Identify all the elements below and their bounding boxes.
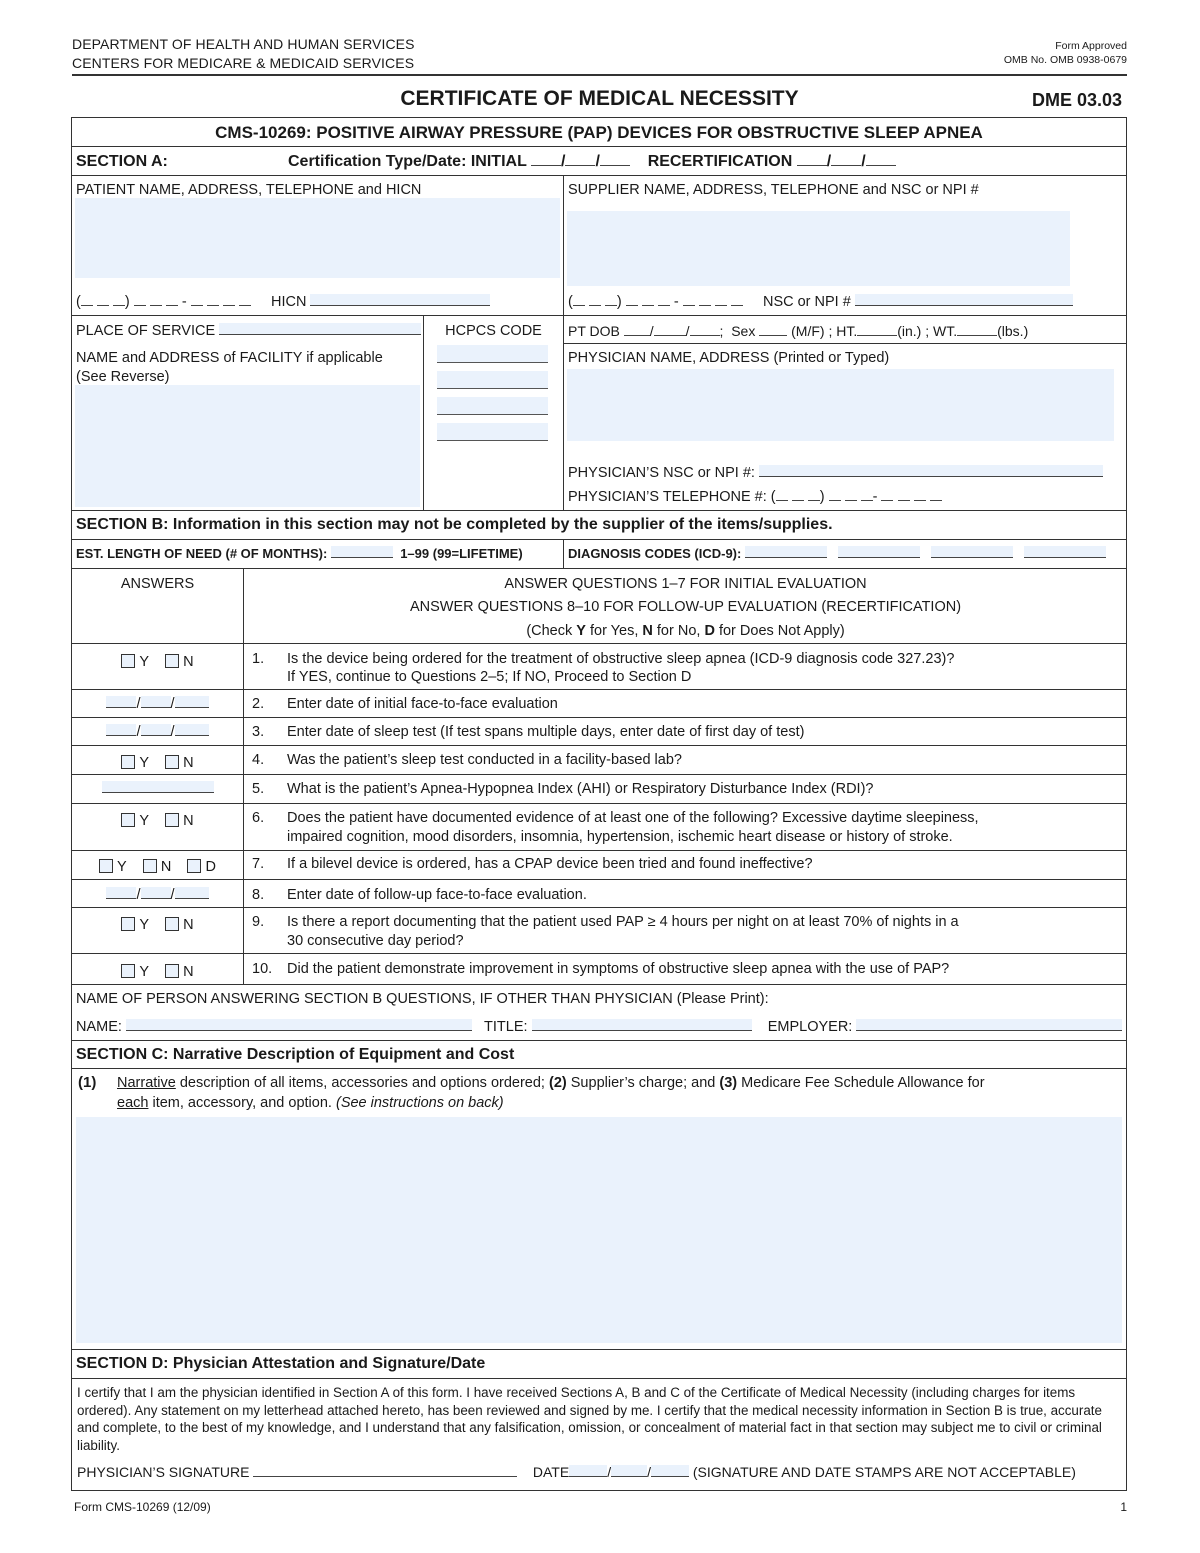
q7-yes-checkbox[interactable] — [99, 859, 113, 873]
form-id: Form CMS-10269 (12/09) — [74, 1500, 211, 1514]
q3-day-field[interactable] — [141, 724, 171, 736]
sex-label: Sex — [731, 323, 756, 339]
attestation-text: I certify that I am the physician identified in Section A of this form. I have received Sections A, B and C of the Certificate of Medical Necessity (including charges for items ordered). Any statement on my letterhead attached hereto, has been reviewed and signed by me. I certify that the medical necessity information in Section B is true, accurate and complete, to the best of my knowledge, and I understand that any falsification, omission, or concealment of material fact in that section may subject me to civil or criminal liability. — [77, 1385, 1102, 1453]
physician-phone-digit[interactable] — [776, 489, 788, 501]
item-3-marker: (3) — [719, 1075, 738, 1091]
physician-phone-digit[interactable] — [930, 489, 942, 501]
rule — [423, 315, 424, 510]
d-label: D — [205, 859, 216, 875]
q2-number: 2. — [252, 696, 265, 712]
supplier-phone-digit[interactable] — [573, 294, 585, 306]
length-of-need-label: EST. LENGTH OF NEED (# OF MONTHS): — [76, 546, 328, 561]
instr-text: for Does Not Apply) — [714, 623, 845, 639]
initial-year-field[interactable] — [600, 154, 630, 166]
q4-text: Was the patient’s sleep test conducted in a facility-based lab? — [287, 752, 682, 768]
q6-answer — [72, 812, 243, 830]
patient-info-field[interactable] — [75, 198, 560, 278]
section-c-instructions — [117, 1074, 985, 1092]
physician-name-label: PHYSICIAN NAME, ADDRESS (Printed or Typed) — [568, 350, 890, 366]
q8-answer: / / — [72, 886, 243, 904]
rule — [563, 539, 564, 568]
q3-number: 3. — [252, 724, 265, 740]
supplier-phone-digit[interactable] — [731, 294, 743, 306]
signature-month-field[interactable] — [569, 1465, 607, 1477]
rule — [71, 803, 1127, 804]
section-d-label: SECTION D: Physician Attestation and Signature/Date — [76, 1355, 486, 1372]
signature-label: PHYSICIAN’S SIGNATURE — [77, 1464, 250, 1480]
q7-text: If a bilevel device is ordered, has a CPAP device been tried and found ineffective? — [287, 856, 813, 872]
yes-label: Y — [139, 654, 150, 670]
see-instructions: (See instructions on back) — [335, 1095, 504, 1111]
supplier-phone-digit[interactable] — [683, 294, 695, 306]
q7-no-checkbox[interactable] — [143, 859, 157, 873]
instr-n: N — [642, 623, 653, 639]
q8-month-field[interactable] — [106, 887, 136, 899]
answerer-title-field[interactable] — [532, 1019, 752, 1031]
supplier-info-field[interactable] — [567, 211, 1070, 286]
supplier-phone-digit[interactable] — [699, 294, 711, 306]
date-label: DATE — [532, 1464, 570, 1480]
instructions-line-3 — [244, 622, 1127, 640]
q1-yes-checkbox[interactable] — [121, 654, 135, 668]
answering-person-label: NAME OF PERSON ANSWERING SECTION B QUESTIONS, IF OTHER THAN PHYSICIAN (Please Print): — [76, 991, 769, 1007]
recert-day-field[interactable] — [831, 154, 861, 166]
facility-label-1: NAME and ADDRESS of FACILITY if applicable — [76, 350, 383, 366]
omb-number: OMB No. OMB 0938-0679 — [1003, 54, 1127, 66]
name-label: NAME: — [76, 1019, 122, 1035]
q1-no-checkbox[interactable] — [165, 654, 179, 668]
length-of-need-row — [76, 545, 523, 563]
section-c-label: SECTION C: Narrative Description of Equipment and Cost — [76, 1046, 515, 1063]
agency-line-2: CENTERS FOR MEDICARE & MEDICAID SERVICES — [72, 55, 415, 71]
q1-answer — [72, 653, 243, 671]
physician-phone-row: PHYSICIAN’S TELEPHONE #: ( ) - — [568, 488, 942, 506]
rule — [71, 745, 1127, 746]
rule — [71, 1068, 1127, 1069]
rule — [71, 643, 1127, 644]
form-title: CERTIFICATE OF MEDICAL NECESSITY — [400, 87, 799, 110]
form-subtitle: CMS-10269: POSITIVE AIRWAY PRESSURE (PAP) DEVICES FOR OBSTRUCTIVE SLEEP APNEA — [215, 123, 983, 142]
form-approved: Form Approved — [1055, 40, 1127, 52]
patient-demographics-row: PT DOB / / ; Sex (M/F) ; HT. (in.) ; WT. (lbs.) — [568, 323, 1029, 339]
physician-phone-digit[interactable] — [914, 489, 926, 501]
section-c-instructions-2 — [117, 1094, 504, 1112]
physician-phone-label: PHYSICIAN’S TELEPHONE #: — [568, 489, 767, 505]
facility-label-2: (See Reverse) — [76, 369, 170, 385]
rule — [71, 1040, 1127, 1041]
yes-label: Y — [117, 859, 127, 875]
rule — [563, 175, 564, 510]
q1-text-2: If YES, continue to Questions 2–5; If NO, Proceed to Section D — [287, 669, 692, 685]
rule — [71, 953, 1127, 954]
diagnosis-label: DIAGNOSIS CODES (ICD-9): — [568, 546, 742, 561]
physician-phone-digit[interactable] — [898, 489, 910, 501]
q9-text: Is there a report documenting that the patient used PAP ≥ 4 hours per night on at least 70% of nights in a — [287, 914, 959, 930]
instr-text: for No, — [652, 623, 705, 639]
patient-phone-digit[interactable] — [134, 294, 146, 306]
length-range-label: 1–99 (99=LIFETIME) — [400, 546, 523, 561]
q3-year-field[interactable] — [175, 724, 209, 736]
agency-header — [72, 35, 415, 73]
supplier-phone-digit[interactable] — [626, 294, 638, 306]
q5-number: 5. — [252, 781, 265, 797]
diagnosis-code-field-4[interactable] — [1024, 546, 1106, 558]
supplier-phone-digit[interactable] — [642, 294, 654, 306]
q5-ahi-field[interactable] — [102, 781, 214, 793]
q6-number: 6. — [252, 810, 265, 826]
q9-no-checkbox[interactable] — [165, 917, 179, 931]
q5-answer — [72, 780, 243, 798]
no-label: N — [183, 813, 194, 829]
each-word: each — [117, 1095, 149, 1111]
physician-phone-digit[interactable] — [829, 489, 841, 501]
diagnosis-code-field-2[interactable] — [838, 546, 920, 558]
physician-npi-field[interactable] — [759, 465, 1103, 477]
patient-phone-digit[interactable] — [191, 294, 203, 306]
header-rule — [72, 74, 1127, 76]
rule — [71, 1378, 1127, 1379]
hcpcs-code-field-1[interactable] — [437, 345, 548, 363]
q10-no-checkbox[interactable] — [165, 964, 179, 978]
agency-line-1: DEPARTMENT OF HEALTH AND HUMAN SERVICES — [72, 36, 415, 52]
instructions-line-1: ANSWER QUESTIONS 1–7 FOR INITIAL EVALUATION — [504, 576, 867, 592]
facility-field[interactable] — [75, 385, 420, 507]
q7-answer — [72, 858, 243, 876]
q9-number: 9. — [252, 914, 265, 930]
height-field[interactable] — [857, 324, 897, 336]
q10-answer — [72, 963, 243, 981]
answerer-employer-field[interactable] — [856, 1019, 1122, 1031]
rule — [71, 689, 1127, 690]
hcpcs-code-field-3[interactable] — [437, 397, 548, 415]
page-number: 1 — [1120, 1500, 1127, 1514]
q4-yes-checkbox[interactable] — [121, 755, 135, 769]
q8-number: 8. — [252, 887, 265, 903]
signature-year-field[interactable] — [651, 1465, 689, 1477]
no-label: N — [183, 654, 194, 670]
physician-phone-digit[interactable] — [861, 489, 873, 501]
answerer-name-field[interactable] — [126, 1019, 472, 1031]
recert-label: RECERTIFICATION — [647, 153, 793, 170]
signature-row: PHYSICIAN’S SIGNATURE DATE / / (SIGNATURE AND DATE STAMPS ARE NOT ACCEPTABLE) — [77, 1464, 1076, 1480]
stamps-note: (SIGNATURE AND DATE STAMPS ARE NOT ACCEPTABLE) — [692, 1464, 1076, 1480]
no-label: N — [160, 859, 172, 875]
diagnosis-code-field-3[interactable] — [931, 546, 1013, 558]
rule — [71, 315, 1127, 316]
no-label: N — [183, 755, 194, 771]
title-label: TITLE: — [484, 1019, 528, 1035]
hcpcs-code-field-4[interactable] — [437, 423, 548, 441]
instr-y: Y — [576, 623, 586, 639]
physician-phone-digit[interactable] — [792, 489, 804, 501]
yes-label: Y — [139, 755, 150, 771]
q8-day-field[interactable] — [141, 887, 171, 899]
q2-year-field[interactable] — [175, 696, 209, 708]
q10-yes-checkbox[interactable] — [121, 964, 135, 978]
supplier-phone-digit[interactable] — [658, 294, 670, 306]
section-b-label: SECTION B: Information in this section may not be completed by the supplier of the items/supplies. — [76, 516, 833, 533]
rule — [563, 343, 1127, 344]
no-label: N — [183, 964, 194, 980]
supplier-phone-digit[interactable] — [589, 294, 601, 306]
rule — [71, 984, 1127, 985]
rule — [71, 1349, 1127, 1350]
q5-text: What is the patient’s Apnea-Hypopnea Index (AHI) or Respiratory Disturbance Index (RDI)? — [287, 781, 874, 797]
patient-phone-digit[interactable] — [97, 294, 109, 306]
initial-month-field[interactable] — [531, 154, 561, 166]
physician-npi-row — [568, 464, 1103, 482]
hcpcs-label: HCPCS CODE — [445, 323, 542, 339]
answers-header: ANSWERS — [120, 576, 195, 592]
yes-label: Y — [139, 964, 150, 980]
weight-field[interactable] — [957, 324, 997, 336]
q6-no-checkbox[interactable] — [165, 813, 179, 827]
nsc-npi-label: NSC or NPI # — [762, 294, 851, 310]
supplier-phone-digit[interactable] — [715, 294, 727, 306]
rule — [71, 879, 1127, 880]
rule — [71, 510, 1127, 511]
q6-text: Does the patient have documented evidence of at least one of the following? Excessive daytime sleepiness, — [287, 810, 979, 826]
supplier-info-label: SUPPLIER NAME, ADDRESS, TELEPHONE and NSC or NPI # — [568, 182, 979, 198]
supplier-npi-field[interactable] — [855, 294, 1073, 306]
hcpcs-code-field-2[interactable] — [437, 371, 548, 389]
physician-phone-digit[interactable] — [808, 489, 820, 501]
item-1-marker: (1) — [78, 1074, 97, 1091]
patient-info-label: PATIENT NAME, ADDRESS, TELEPHONE and HICN — [76, 182, 422, 198]
diagnosis-row — [568, 545, 1106, 563]
desc-text: description of all items, accessories and options ordered; — [175, 1075, 549, 1091]
physician-phone-digit[interactable] — [881, 489, 893, 501]
q3-text: Enter date of sleep test (If test spans multiple days, enter date of first day of test) — [287, 724, 805, 740]
physician-name-field[interactable] — [567, 369, 1114, 441]
rule — [71, 907, 1127, 908]
no-label: N — [183, 917, 194, 933]
patient-phone-digit[interactable] — [239, 294, 251, 306]
rule — [71, 850, 1127, 851]
instr-text: for Yes, — [585, 623, 643, 639]
place-of-service-row — [76, 322, 421, 340]
answering-person-row — [76, 1018, 1122, 1036]
supplier-phone-digit[interactable] — [605, 294, 617, 306]
place-of-service-field[interactable] — [219, 323, 421, 335]
signature-day-field[interactable] — [611, 1465, 647, 1477]
cert-type-row: Certification Type/Date: INITIAL / / RECERTIFICATION / / — [288, 153, 896, 171]
patient-phone-digit[interactable] — [207, 294, 219, 306]
q8-year-field[interactable] — [175, 887, 209, 899]
physician-phone-digit[interactable] — [845, 489, 857, 501]
q2-month-field[interactable] — [106, 696, 136, 708]
q3-answer: / / — [72, 723, 243, 741]
yes-label: Y — [139, 813, 150, 829]
q7-number: 7. — [252, 856, 265, 872]
patient-phone-digit[interactable] — [113, 294, 125, 306]
q10-number: 10. — [252, 961, 273, 977]
q10-text: Did the patient demonstrate improvement in symptoms of obstructive sleep apnea with the use of PAP? — [287, 961, 950, 977]
instructions-line-2: ANSWER QUESTIONS 8–10 FOR FOLLOW-UP EVALUATION (RECERTIFICATION) — [409, 599, 962, 615]
initial-day-field[interactable] — [565, 154, 595, 166]
patient-phone-hicn-row: ( ) - HICN — [76, 293, 490, 311]
desc-text: Medicare Fee Schedule Allowance for — [737, 1075, 985, 1091]
q1-text: Is the device being ordered for the treatment of obstructive sleep apnea (ICD-9 diagnosis code 327.23)? — [287, 651, 955, 667]
recert-year-field[interactable] — [866, 154, 896, 166]
rule — [71, 717, 1127, 718]
rule — [71, 146, 1127, 147]
q6-yes-checkbox[interactable] — [121, 813, 135, 827]
q6-text-2: impaired cognition, mood disorders, insomnia, hypertension, ischemic heart disease or history of stroke. — [287, 829, 953, 845]
omb-block — [1004, 39, 1127, 67]
q8-text: Enter date of follow-up face-to-face evaluation. — [287, 887, 587, 903]
mf-label: (M/F) ; HT. — [791, 323, 858, 339]
lbs-label: (lbs.) — [997, 323, 1029, 339]
q7-does-not-apply-checkbox[interactable] — [187, 859, 201, 873]
pt-dob-label: PT DOB — [568, 323, 620, 339]
patient-phone-digit[interactable] — [166, 294, 178, 306]
physician-signature-field[interactable] — [253, 1465, 517, 1477]
dob-day-field[interactable] — [654, 324, 686, 336]
hicn-field[interactable] — [310, 294, 490, 306]
narrative-description-field[interactable] — [76, 1117, 1122, 1343]
q2-answer: / / — [72, 695, 243, 713]
q9-text-2: 30 consecutive day period? — [287, 933, 464, 949]
dob-month-field[interactable] — [624, 324, 650, 336]
desc-text: Supplier’s charge; and — [566, 1075, 720, 1091]
physician-npi-label: PHYSICIAN’S NSC or NPI #: — [568, 465, 755, 481]
supplier-phone-npi-row: ( ) - NSC or NPI # — [568, 293, 1073, 311]
desc-text: item, accessory, and option. — [148, 1095, 336, 1111]
instr-text: (Check — [526, 623, 577, 639]
length-of-need-field[interactable] — [331, 546, 393, 558]
q2-text: Enter date of initial face-to-face evaluation — [287, 696, 558, 712]
hicn-label: HICN — [270, 294, 307, 310]
q9-yes-checkbox[interactable] — [121, 917, 135, 931]
rule — [71, 175, 1127, 176]
patient-phone-digit[interactable] — [81, 294, 93, 306]
rule — [71, 774, 1127, 775]
patient-phone-digit[interactable] — [150, 294, 162, 306]
cert-initial-label: Certification Type/Date: INITIAL — [288, 153, 527, 170]
q4-number: 4. — [252, 752, 265, 768]
q1-number: 1. — [252, 651, 265, 667]
rule — [71, 568, 1127, 569]
recert-month-field[interactable] — [797, 154, 827, 166]
q3-month-field[interactable] — [106, 724, 136, 736]
inches-label: (in.) ; WT. — [897, 323, 958, 339]
instr-d: D — [704, 623, 715, 639]
sex-field[interactable] — [759, 324, 787, 336]
q9-answer — [72, 916, 243, 934]
q4-no-checkbox[interactable] — [165, 755, 179, 769]
q2-day-field[interactable] — [141, 696, 171, 708]
q4-answer — [72, 754, 243, 772]
item-2-marker: (2) — [549, 1075, 567, 1091]
yes-label: Y — [139, 917, 150, 933]
diagnosis-code-field-1[interactable] — [745, 546, 827, 558]
dob-year-field[interactable] — [690, 324, 720, 336]
employer-label: EMPLOYER: — [767, 1019, 853, 1035]
rule — [71, 539, 1127, 540]
narrative-word: Narrative — [117, 1075, 176, 1091]
form-code: DME 03.03 — [1031, 90, 1122, 110]
place-of-service-label: PLACE OF SERVICE — [76, 323, 216, 339]
section-a-label: SECTION A: — [76, 153, 168, 170]
patient-phone-digit[interactable] — [223, 294, 235, 306]
